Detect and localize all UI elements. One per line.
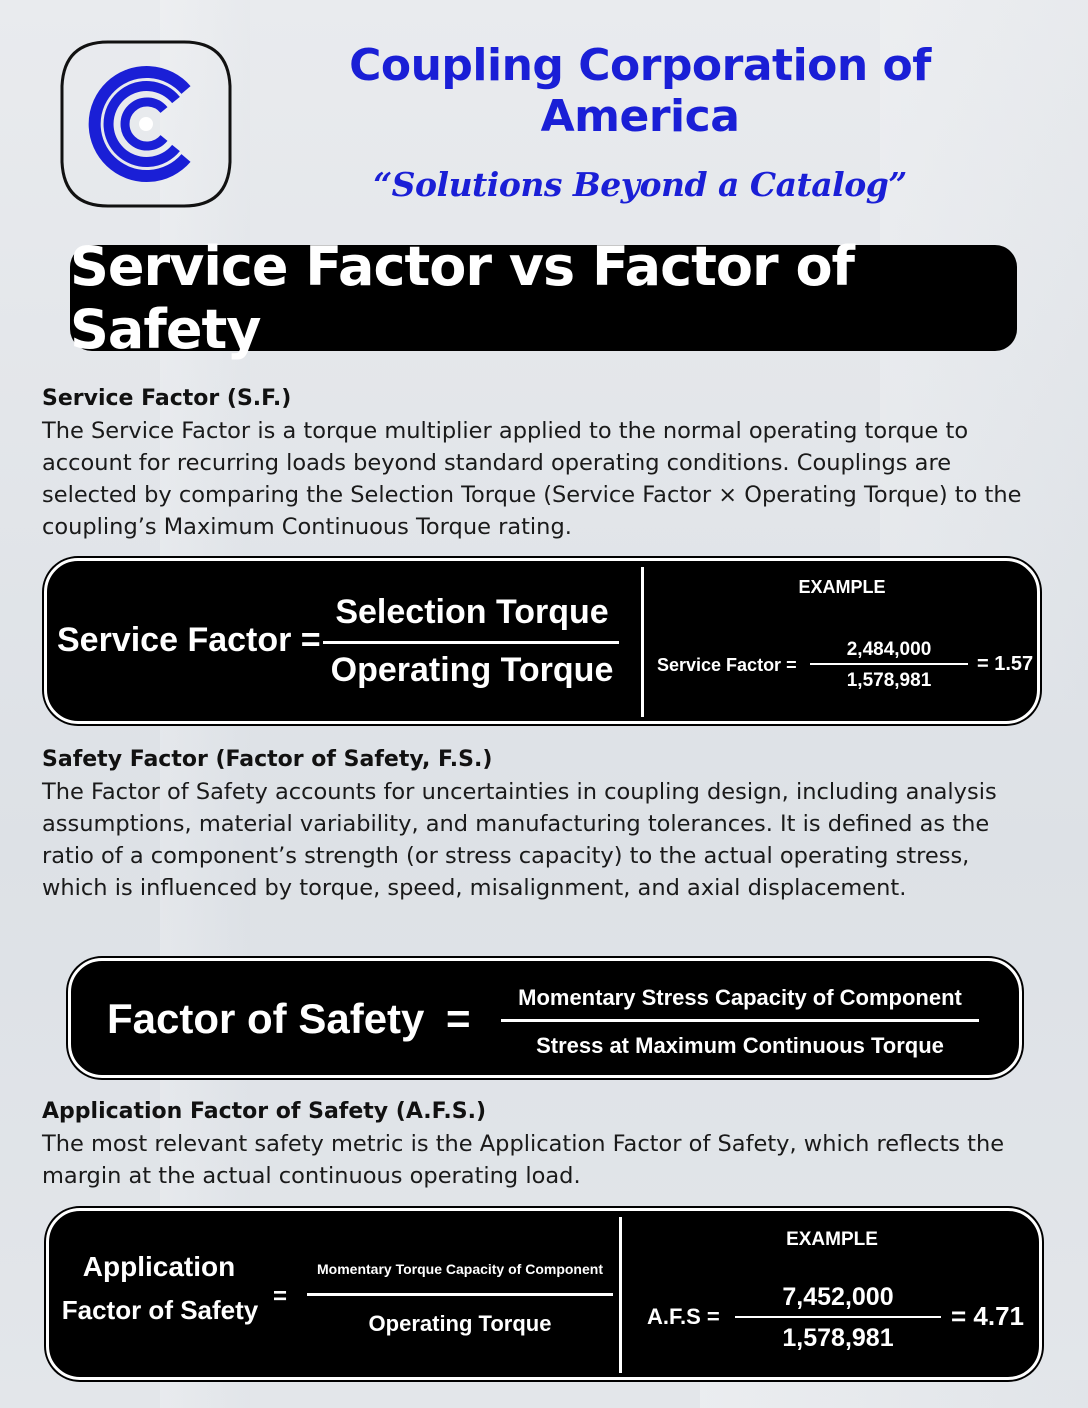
afs-example-result: = 4.71 bbox=[951, 1301, 1025, 1331]
service-factor-example-numerator: 2,484,000 bbox=[846, 639, 932, 660]
afs-label-line2: Factor of Safety bbox=[61, 1295, 259, 1325]
safety-factor-body: The Factor of Safety accounts for uncertainties in coupling design, including analysis assumptions, material variability, and manufacturing tolerances. It is defined as the ratio of a component’s strength (or stress capacity) to the actual operating stress, which is influenced by torque, speed, misalignment, and axial displacement. bbox=[42, 779, 997, 901]
equals-sign: = bbox=[446, 995, 471, 1042]
fraction-bar bbox=[501, 1019, 979, 1022]
service-factor-example-heading: EXAMPLE bbox=[798, 577, 886, 597]
formula-divider bbox=[641, 567, 644, 717]
formula-divider bbox=[619, 1217, 622, 1373]
page-title-text: Service Factor vs Factor of Safety bbox=[70, 235, 855, 361]
service-factor-example-denominator: 1,578,981 bbox=[846, 670, 932, 691]
application-factor-formula-box bbox=[46, 1208, 1042, 1380]
fraction-bar bbox=[323, 641, 619, 644]
service-factor-formula-box bbox=[44, 558, 1040, 724]
service-factor-heading: Service Factor (S.F.) bbox=[42, 386, 292, 411]
cca-logo-icon bbox=[58, 38, 234, 210]
service-factor-example-result: = 1.57 bbox=[977, 653, 1034, 675]
background-panel bbox=[700, 1380, 1088, 1408]
service-factor-example-label: Service Factor = bbox=[657, 655, 797, 675]
service-factor-denominator: Operating Torque bbox=[330, 651, 614, 689]
safety-factor-section bbox=[42, 744, 1042, 904]
fraction-bar bbox=[735, 1316, 941, 1318]
service-factor-formula-label: Service Factor = bbox=[57, 621, 321, 659]
afs-example-heading: EXAMPLE bbox=[786, 1229, 878, 1250]
company-name: Coupling Corporation of America bbox=[349, 40, 931, 142]
afs-label-line1: Application bbox=[82, 1251, 236, 1282]
afs-example-numerator: 7,452,000 bbox=[782, 1283, 894, 1311]
factor-of-safety-denominator: Stress at Maximum Continuous Torque bbox=[536, 1033, 944, 1058]
service-factor-section bbox=[42, 383, 1042, 543]
factor-of-safety-formula-box bbox=[68, 958, 1022, 1078]
application-factor-heading: Application Factor of Safety (A.F.S.) bbox=[42, 1099, 487, 1124]
factor-of-safety-numerator: Momentary Stress Capacity of Component bbox=[518, 985, 962, 1010]
service-factor-body: The Service Factor is a torque multiplier applied to the normal operating torque to account for recurring loads beyond standard operating conditions. Couplings are selected by comparing the Selection Torque (Service Factor × Operating Torque) to the coupling’s Maximum Continuous Torque rating. bbox=[42, 418, 1022, 540]
equals-sign: = bbox=[273, 1283, 288, 1310]
tagline: “Solutions Beyond a Catalog” bbox=[373, 165, 907, 204]
application-factor-body: The most relevant safety metric is the Application Factor of Safety, which reflects the margin at the actual continuous operating load. bbox=[42, 1131, 1005, 1189]
safety-factor-heading: Safety Factor (Factor of Safety, F.S.) bbox=[42, 747, 493, 772]
afs-example-label: A.F.S = bbox=[647, 1304, 720, 1329]
afs-example-denominator: 1,578,981 bbox=[782, 1324, 894, 1352]
fraction-bar bbox=[307, 1293, 613, 1296]
service-factor-numerator: Selection Torque bbox=[335, 593, 609, 631]
application-factor-section bbox=[42, 1096, 1042, 1192]
factor-of-safety-label: Factor of Safety bbox=[107, 995, 425, 1042]
fraction-bar bbox=[810, 663, 968, 665]
afs-numerator: Momentary Torque Capacity of Component bbox=[317, 1261, 603, 1277]
page-title bbox=[70, 235, 1017, 361]
afs-denominator: Operating Torque bbox=[368, 1311, 552, 1336]
